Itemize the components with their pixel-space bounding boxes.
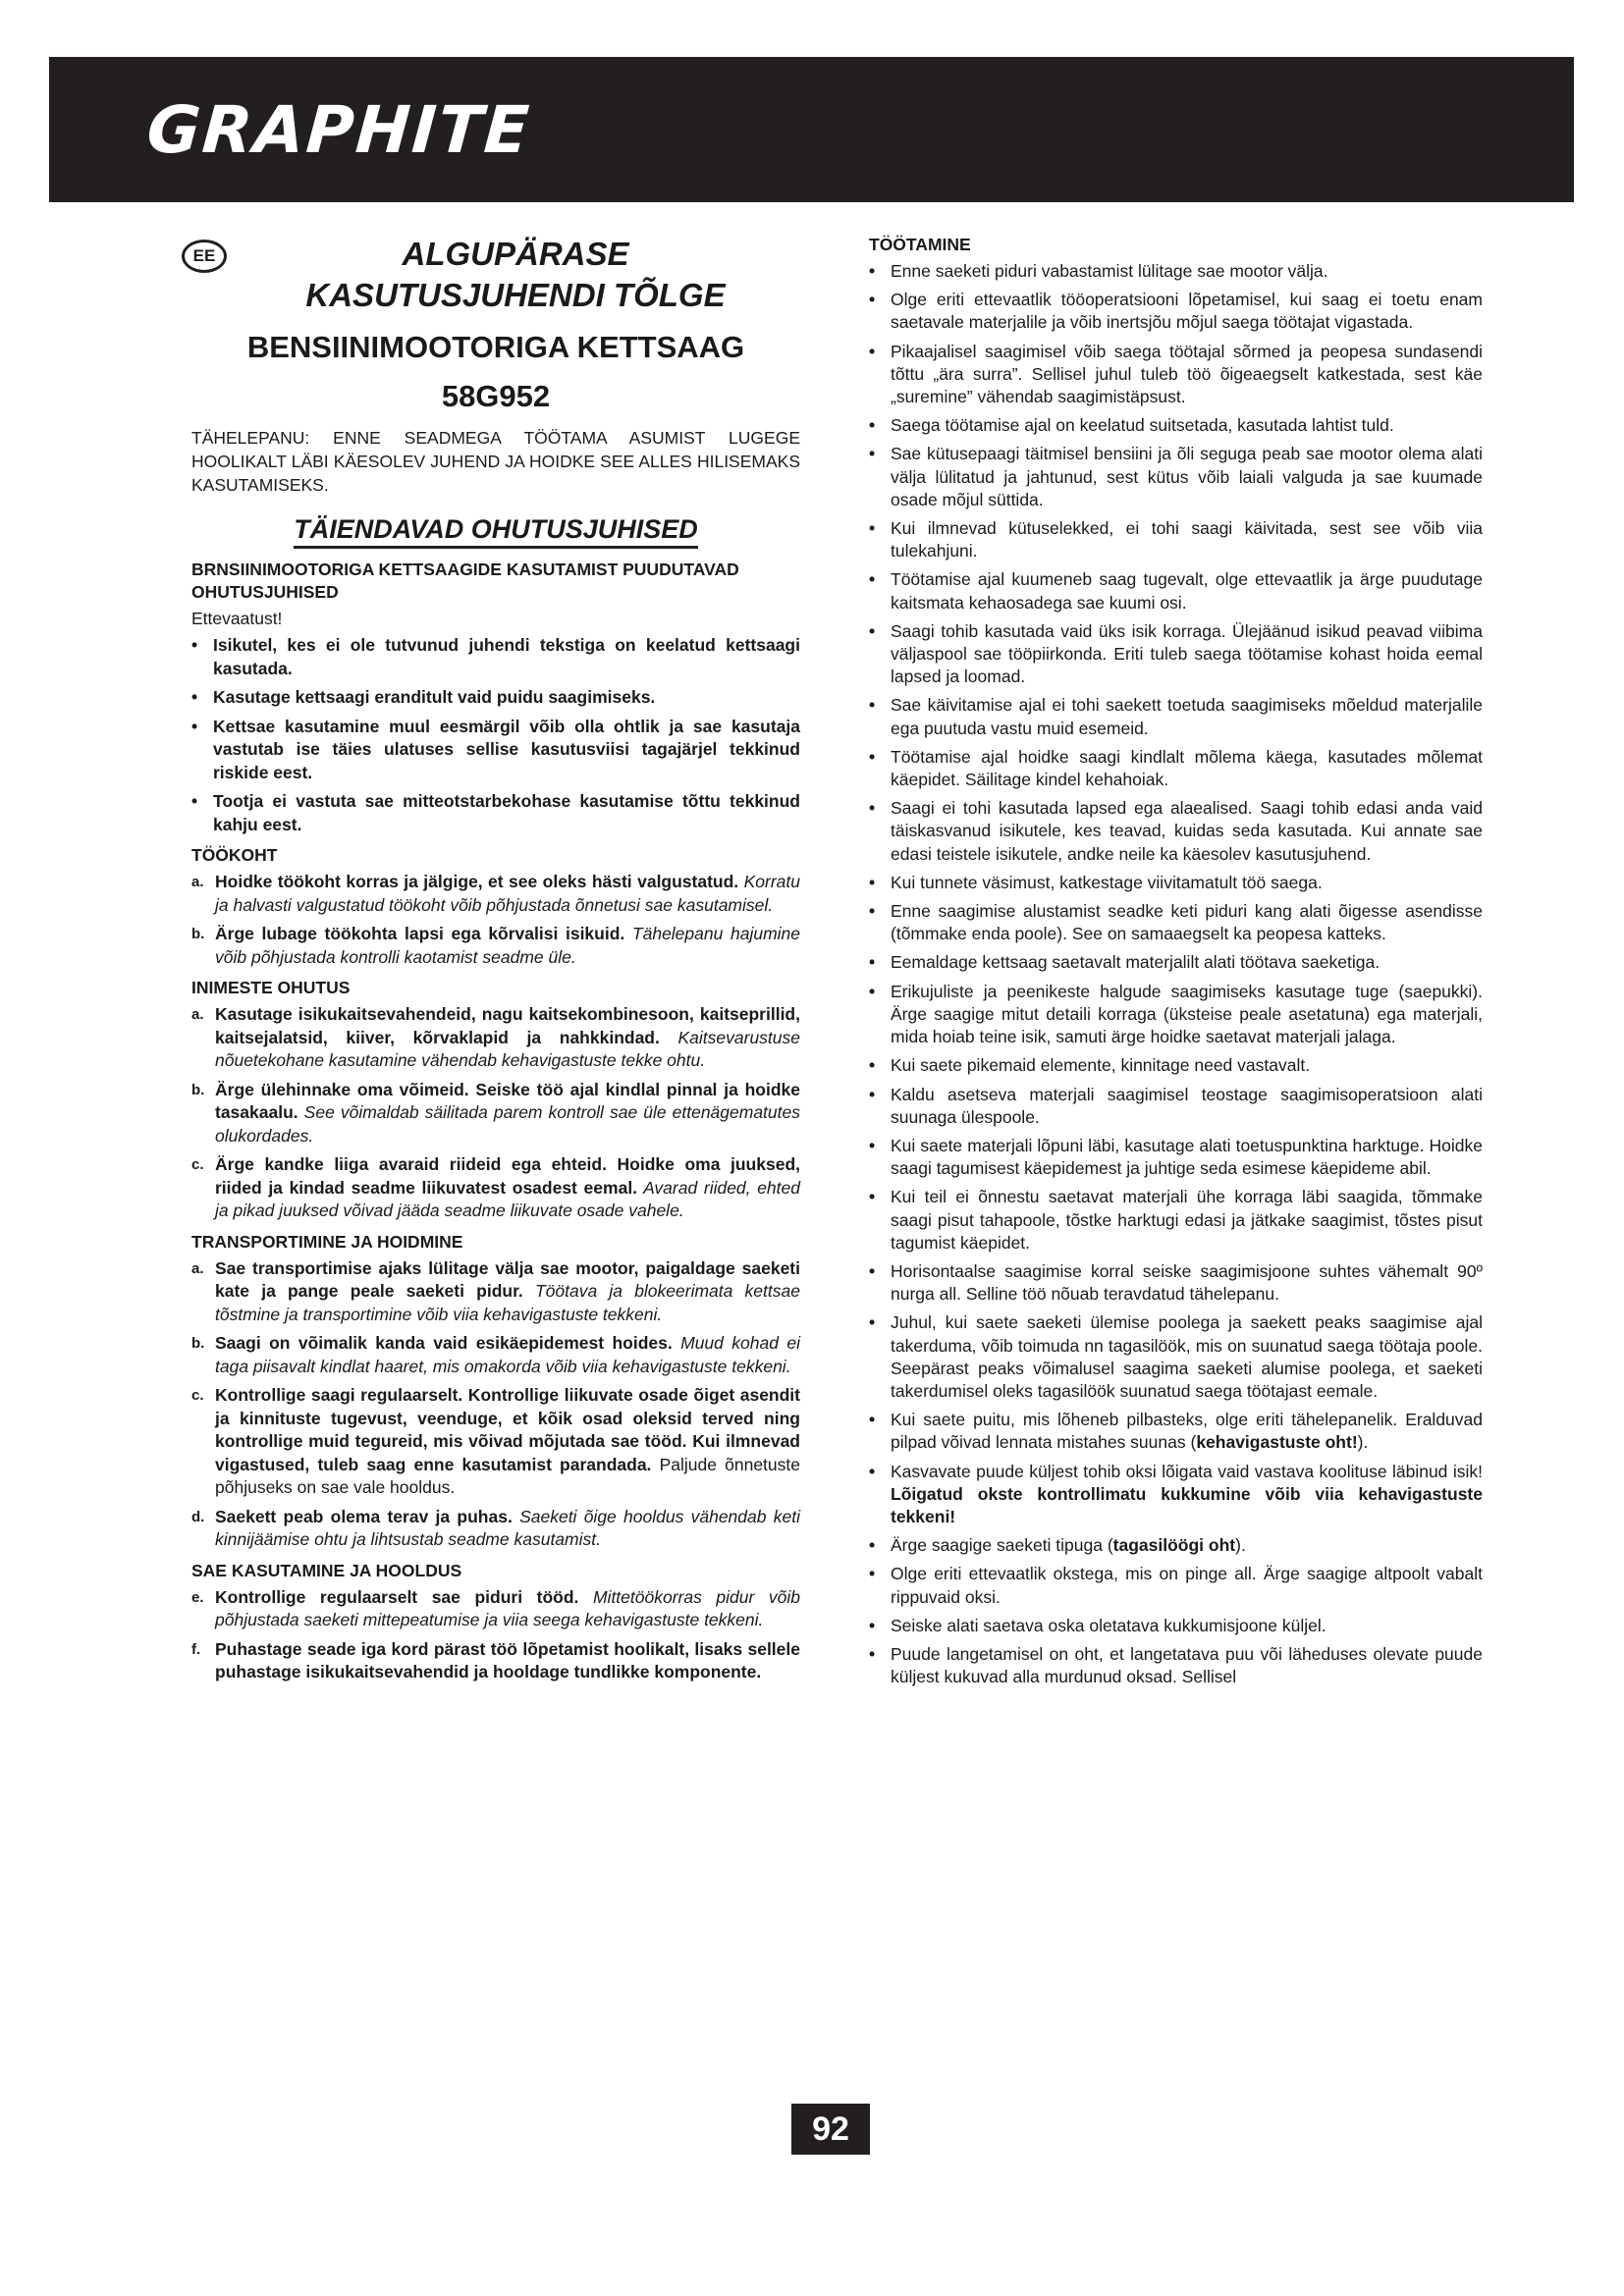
language-badge: EE — [182, 240, 227, 273]
transport-item: a. Sae transportimise ajaks lülitage välja sae mootor, paigaldage saeketi kate ja pange peale saeketi pidur. Töötava ja blokeerimata kettsae tõstmine ja transportimine võib viia kehavigastuste tekkeni. — [191, 1257, 800, 1324]
heading-workplace: TÖÖKOHT — [191, 845, 278, 865]
list-item: • Kasvavate puude küljest tohib oksi lõigata vaid vastava koolituse läbinud isik! Lõigatud okste kontrollimatu kukkumine võib viia kehavigastuste tekkeni! — [869, 1461, 1483, 1526]
list-item: • Olge eriti ettevaatlik tööoperatsiooni lõpetamisel, kui saag ei toetu enam saetavale materjalile ja võib inertsjõu mõjul saega töötajat vigastada. — [869, 290, 1483, 333]
heading-personal-safety: INIMESTE OHUTUS — [191, 978, 351, 997]
list-item: • Kui ilmnevad kütuselekked, ei tohi saagi käivitada, sest see võib viia tulekahjuni. — [869, 518, 1483, 561]
bullet-item: • Isikutel, kes ei ole tutvunud juhendi tekstiga on keelatud kettsaagi kasutada. — [191, 635, 800, 678]
heading-safety: BRNSIINIMOOTORIGA KETTSAAGIDE KASUTAMIST PUUDUTAVAD OHUTUSJUHISED — [191, 560, 739, 602]
list-item: • Kui tunnete väsimust, katkestage viivitamatult töö saega. — [869, 872, 1323, 892]
list-item: • Seiske alati saetava oska oletatava kukkumisjoone küljel. — [869, 1615, 1326, 1635]
personal-item: b. Ärge ülehinnake oma võimeid. Seiske töö ajal kindlal pinnal ja hoidke tasakaalu. See võimaldab säilitada parem kontroll sae üle ettenägematutes olukordades. — [191, 1079, 800, 1146]
list-item: • Sae kütusepaagi täitmisel bensiini ja õli seguga peab sae mootor olema alati välja lülitatud ja jahtunud, sest kütus võib laiali valguda ja sae kuumade osade mõjul süttida. — [869, 444, 1483, 509]
list-item: • Kui teil ei õnnestu saetavat materjali ühe korraga läbi saagida, tõmmake saagi pisut tahapoole, tõstke harktugi edasi ja jätkake saagimist, tõstes pisut tagumist käepidet. — [869, 1187, 1483, 1253]
transport-item: d. Saekett peab olema terav ja puhas. Saeketi õige hooldus vähendab keti kinnijäämise ohtu ja lihtsustab seadme kasutamist. — [191, 1506, 800, 1549]
personal-item: c. Ärge kandke liiga avaraid riideid ega ehteid. Hoidke oma juuksed, riided ja kindad seadme liikuvatest osadest eemal. Avarad riided, ehted ja pikad juuksed võivad jääda seadme liikuvate osade vahele. — [191, 1154, 800, 1220]
title-line-1: ALGUPÄRASE — [402, 236, 629, 272]
list-item: • Saega töötamise ajal on keelatud suitsetada, kasutada lahtist tuld. — [869, 415, 1394, 436]
section-title-text: TÄIENDAVAD OHUTUSJUHISED — [294, 514, 698, 549]
right-column — [869, 234, 1483, 1694]
list-item: • Ärge saagige saeketi tipuga (tagasilöögi oht). — [869, 1535, 1246, 1556]
heading-use-maintenance: SAE KASUTAMINE JA HOOLDUS — [191, 1560, 462, 1580]
personal-item: a. Kasutage isikukaitsevahendeid, nagu kaitsekombinesoon, kaitseprillid, kaitsejalatsid, kiiver, kõrvaklapid ja nahkkindad. Kaitsevarustuse nõuetekohane kasutamine vähendab kehavigastuste tekke ohtu. — [191, 1004, 801, 1070]
use-item: e. Kontrollige regulaarselt sae piduri tööd. Mittetöökorras pidur võib põhjustada saeketi mittepeatumise ja viia seega kehavigastuste tekkeni. — [191, 1586, 800, 1629]
list-item: • Erikujuliste ja peenikeste halgude saagimiseks kasutage tuge (saepukki). Ärge saagige mitut detaili korraga (üksteise peale asetatuna) ega materjali, mida hoiab teine isik, samuti ärge hoidke saetavat materjali jalaga. — [869, 981, 1483, 1047]
list-item: • Enne saagimise alustamist seadke keti piduri kang alati õigesse asendisse (tõmmake enda poole). See on samaaegselt ka peopesa katteks. — [869, 901, 1483, 944]
list-item: • Töötamise ajal kuumeneb saag tugevalt, olge ettevaatlik ja ärge puudutage kaitsmata kehaosadega sae kuumi osi. — [869, 569, 1483, 613]
bullet-item: • Kettsae kasutamine muul eesmärgil võib olla ohtlik ja sae kasutaja vastutab ise täies ulatuses sellise kasutusviisi tagajärjel tekkinud riskide eest. — [191, 716, 800, 782]
page-number: 92 — [791, 2104, 870, 2155]
list-item: • Juhul, kui saete saeketi ülemise poolega ja saekett peaks saagimise ajal takerduma, võib toimuda nn tagasilöök, mis on suunatud saega töötaja poole. Seepärast peaks võimalusel saagima saeketi alumise poolega, et saeketi takerdumisel oleks tagasilöök suunatud saega töötajast eemale. — [869, 1312, 1483, 1401]
list-item: • Olge eriti ettevaatlik okstega, mis on pinge all. Ärge saagige altpoolt vabalt rippuvaid oksi. — [869, 1564, 1483, 1607]
left-column — [191, 234, 800, 1690]
list-item: • Puude langetamisel on oht, et langetatava puu või läheduses olevate puude küljest kukuvad alla murdunud oksad. Sellisel — [869, 1643, 1483, 1687]
list-item: • Töötamise ajal hoidke saagi kindlalt mõlema käega, kasutades mõlemat käepidet. Säilitage kindel kehahoiak. — [869, 746, 1483, 790]
list-item: • Enne saeketi piduri vabastamist lülitage sae mootor välja. — [869, 261, 1328, 281]
use-item: f. Puhastage seade iga kord pärast töö lõpetamist hoolikalt, lisaks sellele puhastage isikukaitsevahendid ja hooldage tundlikke komponente. — [191, 1638, 800, 1682]
list-item: • Sae käivitamise ajal ei tohi saekett toetuda saagimiseks mõeldud materjalile ega puutuda vastu muid esemeid. — [869, 695, 1483, 738]
caution-text: Ettevaatust! — [191, 609, 283, 628]
list-item: • Saagi ei tohi kasutada lapsed ega alaealised. Saagi tohib edasi anda vaid täiskasvanud isikutele, kes teavad, kuidas seda kasutada. Kui annate sae edasi teistele isikutele, andke neile ka käesolev kasutusjuhend. — [869, 798, 1483, 864]
workplace-item: b. Ärge lubage töökohta lapsi ega kõrvalisi isikuid. Tähelepanu hajumine võib põhjustada kontrolli kaotamist seadme üle. — [191, 924, 800, 967]
bullet-item: • Kasutage kettsaagi eranditult vaid puidu saagimiseks. — [191, 687, 656, 707]
list-item: • Kui saete materjali lõpuni läbi, kasutage alati toetuspunktina harktuge. Hoidke saagi tagumisest käepidemest ja juhtige seda esimese käepideme abil. — [869, 1135, 1483, 1179]
model-number: 58G952 — [441, 379, 551, 413]
list-item: • Pikaajalisel saagimisel võib saega töötajal sõrmed ja peopesa sundasendi tõttu „ära surra”. Sellisel juhul tuleb töö õigeaegselt katkestada, sest käe „suremine” vähendab saagimistäpsust. — [869, 341, 1483, 407]
brand-logo: GRAPHITE — [144, 91, 534, 168]
product-name: BENSIINIMOOTORIGA KETTSAAG — [246, 330, 745, 364]
document-title — [191, 234, 800, 418]
list-item: • Horisontaalse saagimise korral seiske saagimisjoone suhtes vähemalt 90º nurga all. Selline töö nõuab teravdatud tähelepanu. — [869, 1260, 1483, 1305]
title-line-2: KASUTUSJUHENDI TÕLGE — [305, 277, 726, 313]
heading-transport: TRANSPORTIMINE JA HOIDMINE — [191, 1231, 463, 1252]
transport-item: b. Saagi on võimalik kanda vaid esikäepidemest hoides. Muud kohad ei taga piisavalt kindlat haaret, mis omakorda võib viia kehavigastuste tekkeni. — [191, 1333, 800, 1376]
workplace-item: a. Hoidke töökoht korras ja jälgige, et see oleks hästi valgustatud. Korratu ja halvasti valgustatud töökoht võib põhjustada õnnetusi sae kasutamisel. — [191, 872, 801, 915]
bullet-item: • Tootja ei vastuta sae mitteotstarbekohase kasutamise tõttu tekkinud kahju eest. — [191, 791, 800, 834]
list-item: • Eemaldage kettsaag saetavalt materjalilt alati töötava saeketiga. — [869, 952, 1380, 973]
transport-item: c. Kontrollige saagi regulaarselt. Kontrollige liikuvate osade õiget asendit ja kinnituste tugevust, veenduge, et kõik osad oleksid terved ning kontrollige muid tegureid, mis võivad mõjutada sae tööd. Kui ilmnevad vigastused, tuleb saag enne kasutamist parandada. Paljude õnnetuste põhjuseks on sae vale hooldus. — [191, 1385, 800, 1497]
section-title — [191, 514, 800, 545]
list-item: • Saagi tohib kasutada vaid üks isik korraga. Ülejäänud isikud peavad viibima väljaspool sae tööpiirkonda. Eriti tuleb saega töötamise kohast hoida eemal lapsed ja loomad. — [869, 620, 1483, 687]
list-item: • Kaldu asetseva materjali saagimisel teostage saagimisoperatsioon alati suunaga ülespoole. — [869, 1084, 1483, 1127]
list-item: • Kui saete pikemaid elemente, kinnitage need vastavalt. — [869, 1055, 1311, 1076]
notice-text: TÄHELEPANU: ENNE SEADMEGA TÖÖTAMA ASUMIST LUGEGE HOOLIKALT LÄBI KÄESOLEV JUHEND JA HOIDKE SEE ALLES HILISEMAKS KASUTAMISEKS. — [191, 428, 800, 495]
heading-operation: TÖÖTAMINE — [869, 235, 971, 254]
list-item: • Kui saete puitu, mis lõheneb pilbasteks, olge eriti tähelepanelik. Eralduvad pilpad võivad lennata mistahes suunas (kehavigastuste oht!). — [869, 1410, 1483, 1453]
